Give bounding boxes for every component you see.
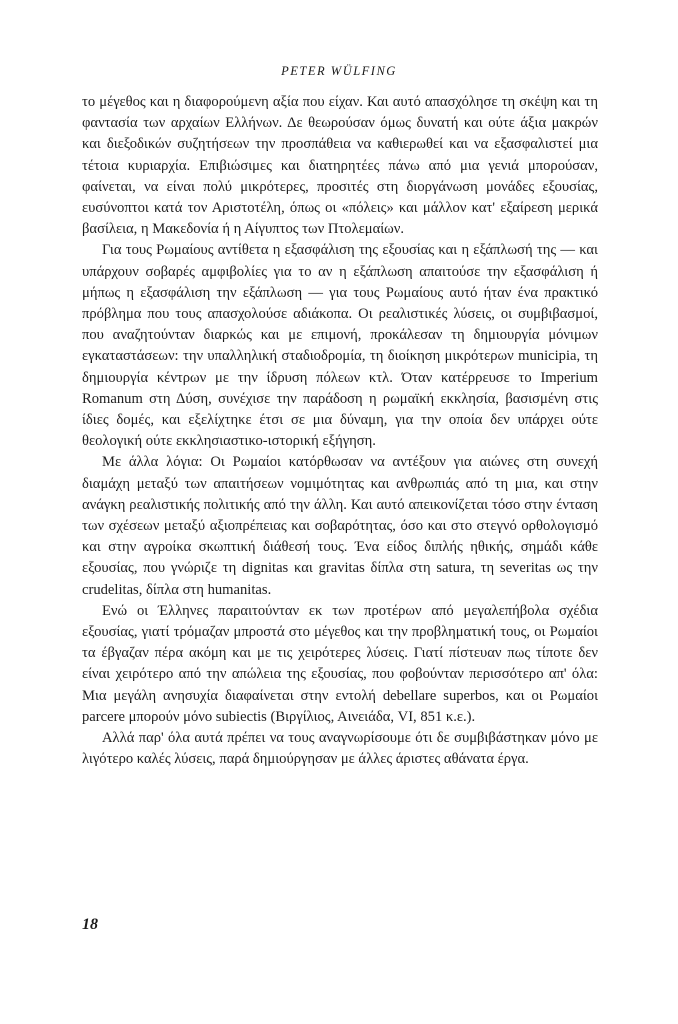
running-head: PETER WÜLFING: [281, 64, 397, 78]
paragraph: Με άλλα λόγια: Οι Ρωμαίοι κατόρθωσαν να αντέξουν για αιώνες στη συνεχή διαμάχη μεταξύ των απαιτήσεων νομιμότητας και ανθρωπιάς από τη μια, και στην ανάγκη ρεαλιστικής πολιτικής από την άλλη. Και αυτό απεικονίζεται τόσο στην ένταση των σχέσεων μεταξύ αξιοπρέπειας και σοβαρότητας, όσο και στο στεγνό ορθολογισμό και στην αγροίκα σκωπτική διάθεσή τους. Ένα είδος διπλής ηθικής, σημάδι κάθε εξουσίας, που γνώριζε τη dignitas και gravitas δίπλα στη satura, τη severitas ως την crudelitas, δίπλα στη humanitas.: [82, 454, 598, 598]
body-text: [82, 92, 598, 771]
paragraph: Ενώ οι Έλληνες παραιτούνταν εκ των προτέρων από μεγαλεπήβολα σχέδια εξουσίας, γιατί τρόμαζαν μπροστά στο μέγεθος και την προβληματική τους, οι Ρωμαίοι τα έβγαζαν πέρα ακόμη και με τις χειρότερες λύσεις. Γιατί πίστευαν πως τίποτε δεν είναι χειρότερο από την απώλεια της εξουσίας, που φοβούνταν περισσότερο απ' όλα: Μια μεγάλη ανησυχία διαφαίνεται στην εντολή debellare superbos, και οι Ρωμαίοι parcere μπορούν μόνο subiectis (Βιργίλιος, Αινειάδα, VI, 851 κ.ε.).: [82, 602, 598, 725]
page-number: 18: [82, 916, 98, 933]
paragraph: Αλλά παρ' όλα αυτά πρέπει να τους αναγνωρίσουμε ότι δε συμβιβάστηκαν μόνο με λιγότερο καλές λύσεις, παρά δημιούργησαν με άλλες άριστες αθάνατα έργα.: [82, 730, 598, 768]
paragraph: Για τους Ρωμαίους αντίθετα η εξασφάλιση της εξουσίας και η εξάπλωσή της — και υπάρχουν σοβαρές αμφιβολίες για το αν η εξάπλωση απαιτούσε την εξασφάλιση ή μήπως η εξασφάλιση την εξάπλωση — για τους Ρωμαίους αυτό ήταν ένα πρακτικό πρόβλημα που τους απασχολούσε αδιάκοπα. Οι ρεαλιστικές λύσεις, οι συμβιβασμοί, που αναζητούνταν διαρκώς και με επιμονή, προκάλεσαν τη δημιουργία μόνιμων εγκαταστάσεων: την υπαλληλική σταδιοδρομία, τη διοίκηση μικρότερων municipia, τη δημιουργία κέντρων με την ίδρυση πόλεων κτλ. Όταν κατέρρευσε το Imperium Romanum στη Δύση, συνέχισε την παράδοση η ρωμαϊκή εκκλησία, βασισμένη στις ίδιες δομές, και εξελίχτηκε έτσι σε μια δύναμη, για την οποία δεν υπάρχει ούτε θεολογική ούτε εκκλησιαστικο-ιστορική εξήγηση.: [82, 242, 598, 450]
paragraph: το μέγεθος και η διαφορούμενη αξία που είχαν. Και αυτό απασχόλησε τη σκέψη και τη φαντασία των αρχαίων Ελλήνων. Δε θεωρούσαν όμως δυνατή και ούτε άξια μακρών και διεξοδικών συζητήσεων την προσπάθεια να καθιερωθεί και να εξασφαλιστεί μια τέτοια κυριαρχία. Επιβιώσιμες και διατηρητέες πάνω από μια γενιά μπορούσαν, φαίνεται, να είναι πολύ μικρότερες, προσιτές στη διοργάνωση μονάδες εξουσίας, ευσύνοπτοι κατά τον Αριστοτέλη, όπως οι «πόλεις» και μάλλον κατ' εξαίρεση μερικά βασίλεια, η Μακεδονία ή η Αίγυπτος των Πτολεμαίων.: [82, 94, 598, 238]
